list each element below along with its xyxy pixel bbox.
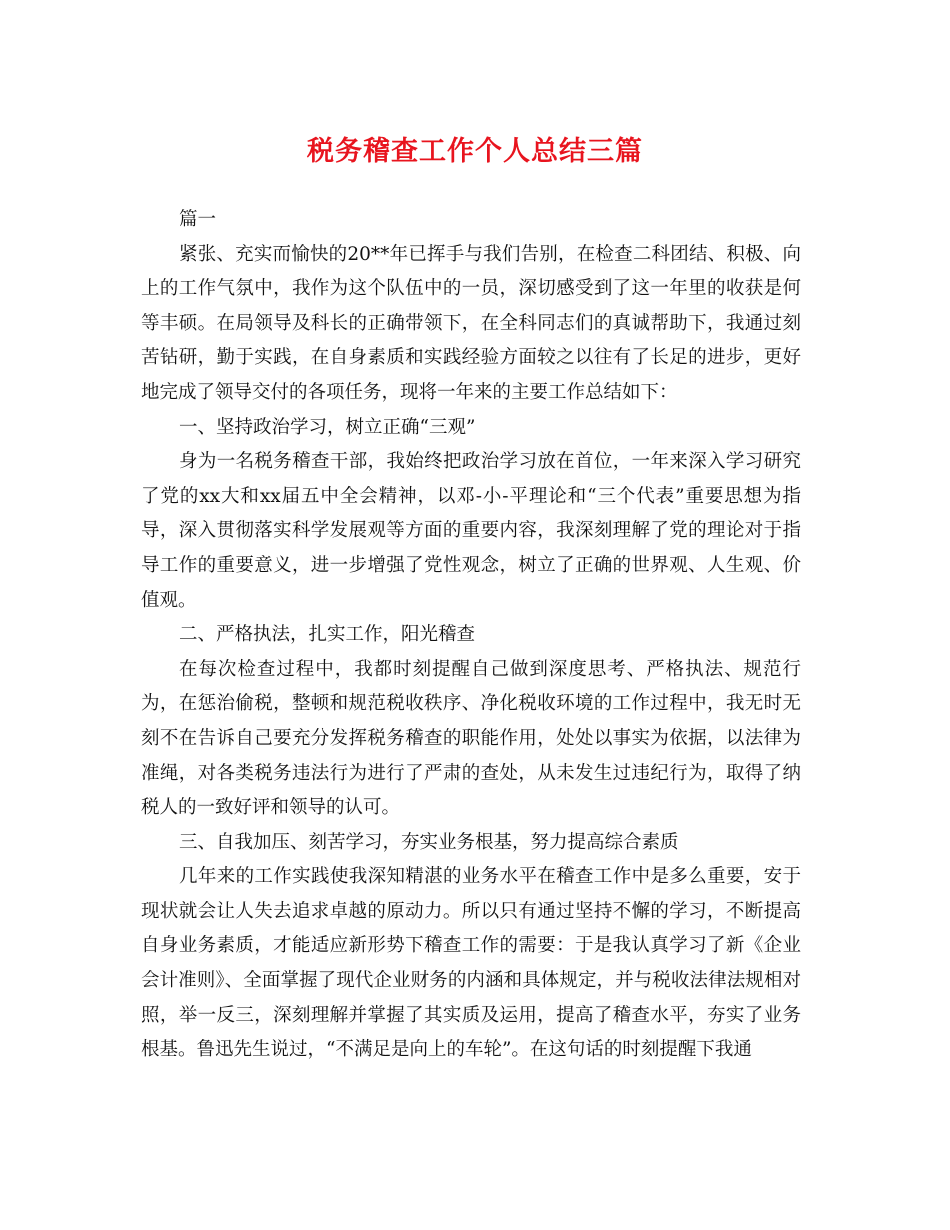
- section-paragraph-1: 身为一名税务稽查干部，我始终把政治学习放在首位，一年来深入学习研究了党的xx大和xx届五中全会精神，以邓-小-平理论和“三个代表”重要思想为指导，深入贯彻落实科学发展观等方面的重要内容，我深刻理解了党的理论对于指导工作的重要意义，进一步增强了党性观念，树立了正确的世界观、人生观、价值观。: [141, 451, 801, 611]
- section-heading-1: 一、坚持政治学习，树立正确“三观”: [179, 416, 476, 438]
- section-heading-3: 三、自我加压、刻苦学习，夯实业务根基，努力提高综合素质: [179, 831, 679, 853]
- section-paragraph-3: 几年来的工作实践使我深知精湛的业务水平在稽查工作中是多么重要，安于现状就会让人失去追求卓越的原动力。所以只有通过坚持不懈的学习，不断提高自身业务素质，才能适应新形势下稽查工作的需要：于是我认真学习了新《企业会计准则》、全面掌握了现代企业财务的内涵和具体规定，并与税收法律法规相对照，举一反三，深刻理解并掌握了其实质及运用，提高了稽查水平，夯实了业务根基。鲁迅先生说过，“不满足是向上的车轮”。在这句话的时刻提醒下我通: [141, 866, 801, 1061]
- section-paragraph-2: 在每次检查过程中，我都时刻提醒自己做到深度思考、严格执法、规范行为，在惩治偷税，整顿和规范税收秩序、净化税收环境的工作过程中，我无时无刻不在告诉自己要充分发挥税务稽查的职能作用，处处以事实为依据，以法律为准绳，对各类税务违法行为进行了严肃的查处，从未发生过违纪行为，取得了纳税人的一致好评和领导的认可。: [141, 658, 801, 819]
- document-title: 税务稽查工作个人总结三篇: [307, 136, 643, 167]
- document-body: [141, 203, 801, 1068]
- section-label-pian-yi: 篇一: [179, 209, 217, 230]
- intro-paragraph: 紧张、充实而愉快的20**年已挥手与我们告别，在检查二科团结、积极、向上的工作气氛中，我作为这个队伍中的一员，深切感受到了这一年里的收获是何等丰硕。在局领导及科长的正确带领下，在全科同志们的真诚帮助下，我通过刻苦钻研，勤于实践，在自身素质和实践经验方面较之以往有了长足的进步，更好地完成了领导交付的各项任务，现将一年来的主要工作总结如下：: [141, 243, 801, 403]
- section-heading-2: 二、严格执法，扎实工作，阳光稽查: [179, 624, 476, 646]
